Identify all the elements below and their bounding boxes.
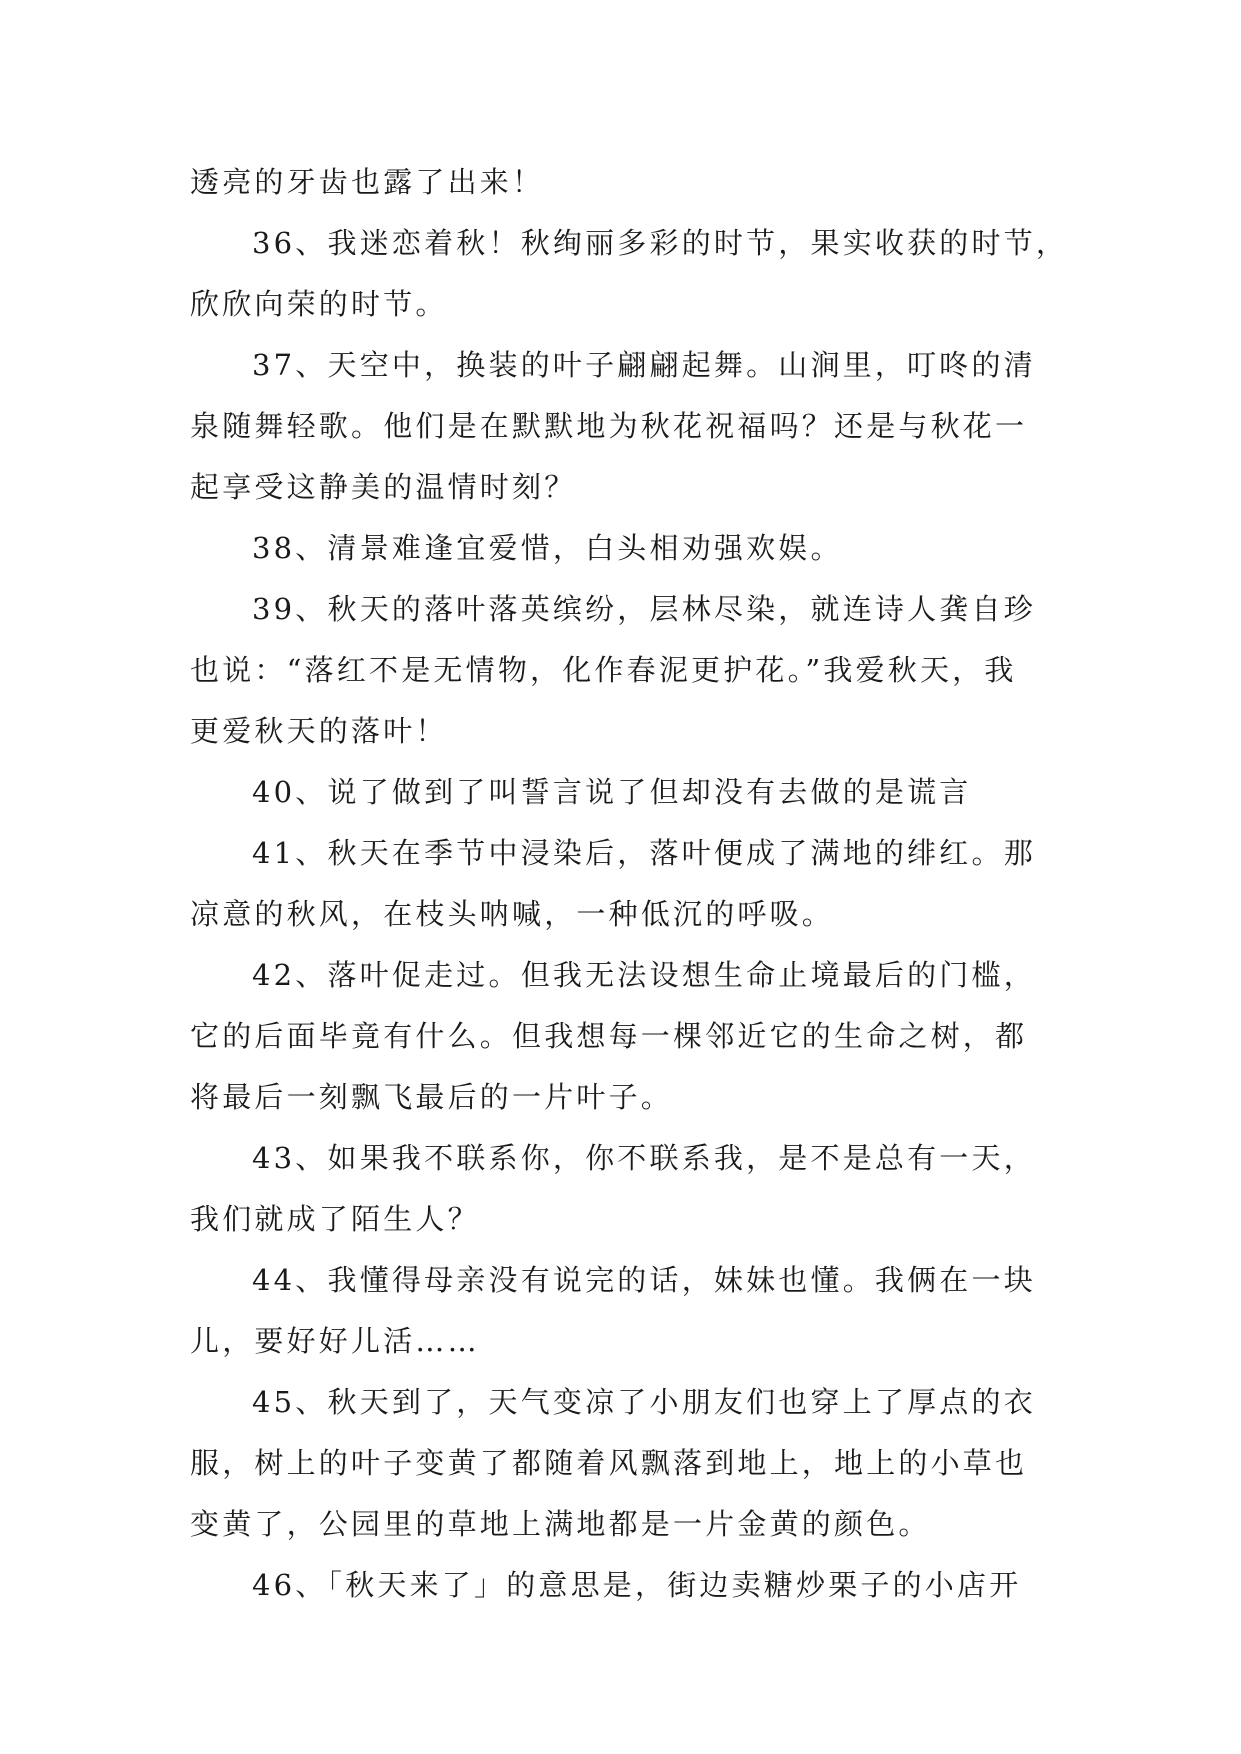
- text-line: 泉随舞轻歌。他们是在默默地为秋花祝福吗？还是与秋花一: [190, 409, 1028, 443]
- text-line: 46、「秋天来了」的意思是，街边卖糖炒栗子的小店开: [252, 1568, 1022, 1602]
- text-line: 变黄了，公园里的草地上满地都是一片金黄的颜色。: [190, 1507, 931, 1541]
- text-line: 44、我懂得母亲没有说完的话，妹妹也懂。我俩在一块: [252, 1263, 1036, 1297]
- text-line: 更爱秋天的落叶！: [190, 714, 448, 748]
- text-line: 儿，要好好儿活……: [190, 1324, 480, 1358]
- text-line: 39、秋天的落叶落英缤纷，层林尽染，就连诗人龚自珍: [252, 592, 1036, 626]
- document-body: [190, 152, 1069, 1616]
- text-line: 40、说了做到了叫誓言说了但却没有去做的是谎言: [252, 775, 972, 809]
- text-line: 38、清景难逢宜爱惜，白头相劝强欢娱。: [252, 531, 843, 565]
- text-line: 起享受这静美的温情时刻？: [190, 470, 577, 504]
- text-line: 42、落叶促走过。但我无法设想生命止境最后的门槛，: [252, 958, 1036, 992]
- text-line: 45、秋天到了，天气变凉了小朋友们也穿上了厚点的衣: [252, 1385, 1036, 1419]
- text-line: 我们就成了陌生人？: [190, 1202, 480, 1236]
- text-line: 它的后面毕竟有什么。但我想每一棵邻近它的生命之树，都: [190, 1019, 1028, 1053]
- text-line: 欣欣向荣的时节。: [190, 287, 448, 321]
- text-line: 37、天空中，换装的叶子翩翩起舞。山涧里，叮咚的清: [252, 348, 1036, 382]
- text-line: 36、我迷恋着秋！秋绚丽多彩的时节，果实收获的时节，: [252, 226, 1069, 260]
- text-line: 凉意的秋风，在枝头呐喊，一种低沉的呼吸。: [190, 897, 835, 931]
- text-line: 41、秋天在季节中浸染后，落叶便成了满地的绯红。那: [252, 836, 1036, 870]
- text-line: 也说：“落红不是无情物，化作春泥更护花。”我爱秋天，我: [190, 653, 1017, 687]
- text-line: 服，树上的叶子变黄了都随着风飘落到地上，地上的小草也: [190, 1446, 1028, 1480]
- text-line: 将最后一刻飘飞最后的一片叶子。: [190, 1080, 674, 1114]
- text-line: 透亮的牙齿也露了出来！: [190, 165, 545, 199]
- text-line: 43、如果我不联系你，你不联系我，是不是总有一天，: [252, 1141, 1036, 1175]
